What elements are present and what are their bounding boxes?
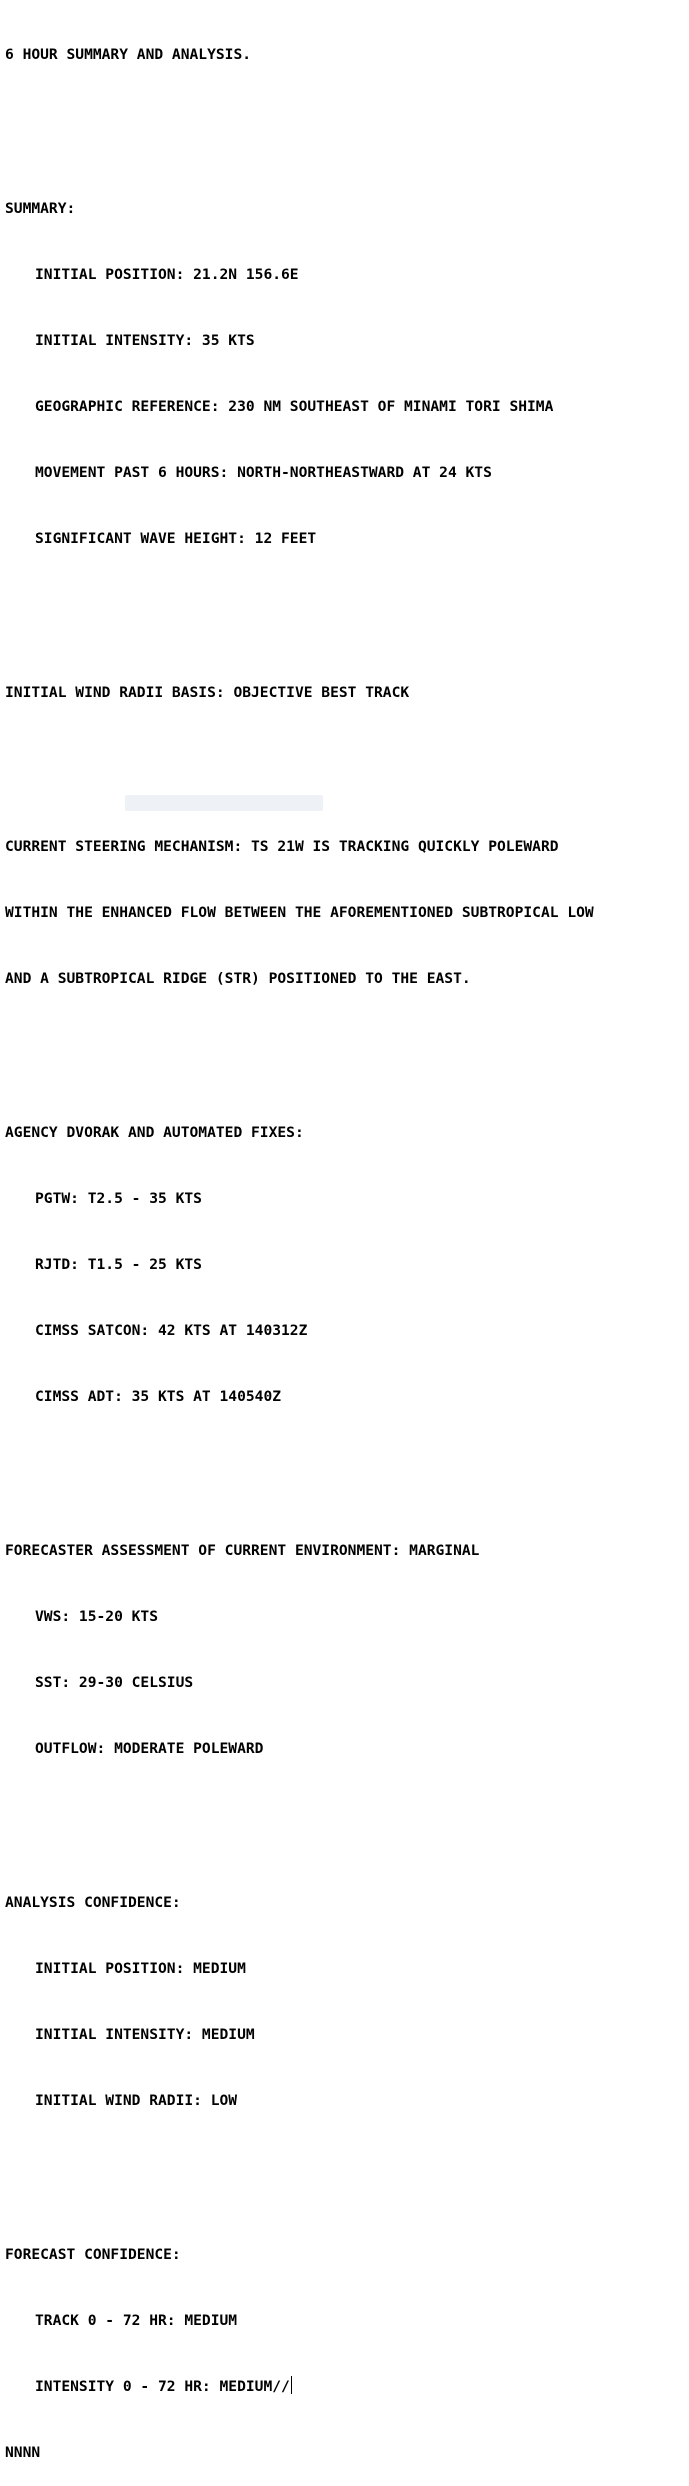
environment-heading: FORECASTER ASSESSMENT OF CURRENT ENVIRONMENT: MARGINAL [5,1542,480,1559]
bulletin-text[interactable] [5,0,594,2486]
steering-line-2: WITHIN THE ENHANCED FLOW BETWEEN THE AFOREMENTIONED SUBTROPICAL LOW [5,904,594,921]
blank-line [5,1034,594,1056]
bulletin-footer: NNNN [5,2444,41,2461]
fix-rjtd: RJTD: T1.5 - 25 KTS [35,1256,202,1273]
fix-cimss-adt: CIMSS ADT: 35 KTS AT 140540Z [35,1388,282,1405]
wind-radii-basis: INITIAL WIND RADII BASIS: OBJECTIVE BEST TRACK [5,684,410,701]
summary-initial-position: INITIAL POSITION: 21.2N 156.6E [35,266,299,283]
faded-overlay-bar [125,795,323,811]
forecast-confidence-intensity: INTENSITY 0 - 72 HR: MEDIUM// [35,2378,290,2395]
blank-line [5,594,594,616]
blank-line [5,748,594,770]
text-cursor [291,2376,292,2394]
fix-cimss-satcon: CIMSS SATCON: 42 KTS AT 140312Z [35,1322,308,1339]
analysis-confidence-position: INITIAL POSITION: MEDIUM [35,1960,246,1977]
environment-sst: SST: 29-30 CELSIUS [35,1674,194,1691]
summary-movement: MOVEMENT PAST 6 HOURS: NORTH-NORTHEASTWARD AT 24 KTS [35,464,492,481]
forecast-confidence-track: TRACK 0 - 72 HR: MEDIUM [35,2312,238,2329]
environment-outflow: OUTFLOW: MODERATE POLEWARD [35,1740,264,1757]
analysis-confidence-heading: ANALYSIS CONFIDENCE: [5,1894,181,1911]
blank-line [5,110,594,132]
summary-initial-intensity: INITIAL INTENSITY: 35 KTS [35,332,255,349]
summary-heading: SUMMARY: [5,200,76,217]
steering-line-3: AND A SUBTROPICAL RIDGE (STR) POSITIONED TO THE EAST. [5,970,471,987]
fixes-heading: AGENCY DVORAK AND AUTOMATED FIXES: [5,1124,304,1141]
forecast-confidence-heading: FORECAST CONFIDENCE: [5,2246,181,2263]
blank-line [5,1452,594,1474]
blank-line [5,1804,594,1826]
environment-vws: VWS: 15-20 KTS [35,1608,159,1625]
steering-line-1: CURRENT STEERING MECHANISM: TS 21W IS TRACKING QUICKLY POLEWARD [5,838,559,855]
summary-wave-height: SIGNIFICANT WAVE HEIGHT: 12 FEET [35,530,317,547]
summary-geographic-reference: GEOGRAPHIC REFERENCE: 230 NM SOUTHEAST OF MINAMI TORI SHIMA [35,398,554,415]
fix-pgtw: PGTW: T2.5 - 35 KTS [35,1190,202,1207]
bulletin-header: 6 HOUR SUMMARY AND ANALYSIS. [5,46,252,63]
analysis-confidence-intensity: INITIAL INTENSITY: MEDIUM [35,2026,255,2043]
forecast-confidence-intensity-row [5,2376,594,2398]
analysis-confidence-wind-radii: INITIAL WIND RADII: LOW [35,2092,238,2109]
blank-line [5,2156,594,2178]
